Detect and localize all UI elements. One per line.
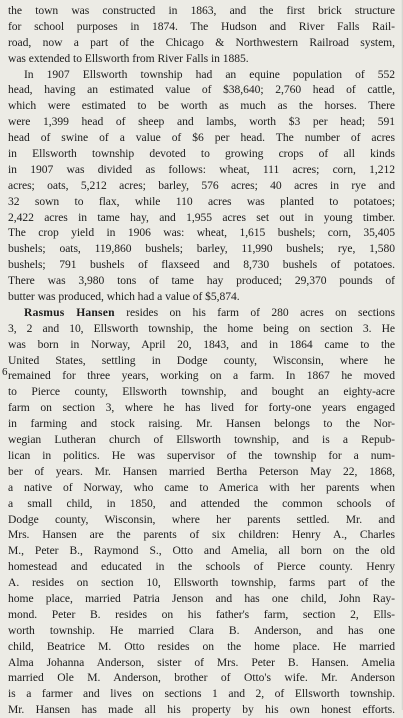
text-line: in Ellsworth township devoted to growing crops of all kinds [8, 147, 395, 161]
text-line: married Ole M. Anderson, brother of Otto's wife. Mr. Anderson [8, 671, 395, 685]
text-line: in farming and stock raising. Mr. Hansen belongs to the Nor- [8, 417, 395, 431]
text-line: a small child, in 1850, and attended the common schools of [8, 496, 395, 510]
text-line: acres; oats, 5,212 acres; barley, 576 acres; 40 acres in rye and [8, 178, 395, 192]
text-line: butter was produced, which had a value of $5,874. [8, 290, 240, 304]
text-line: mond. Peter B. resides on his father's farm, section 2, Ells- [8, 607, 395, 621]
text-line: A. resides on section 10, Ellsworth township, farms part of the [8, 576, 395, 590]
text-line: road, now a part of the Chicago & Northwestern Railroad system, [8, 35, 395, 49]
paragraph-rasmus-hansen-biography [2, 305, 395, 718]
text-line: child, Beatrice M. Otto resides on the home place. He married [8, 639, 395, 653]
text-line: head of swine of a value of $6 per head. The number of acres [8, 131, 395, 145]
text-line: a native of Norway, who came to America with her parents when [8, 480, 395, 494]
text-line: In 1907 Ellsworth township had an equine population of 552 [24, 67, 395, 81]
text-line: United States, settling in Dodge county, Wisconsin, where he [8, 353, 395, 367]
text-line: ber of years. Mr. Hansen married Bertha Peterson May 22, 1868, [8, 464, 395, 478]
text-line: Dodge county, Wisconsin, where her parents settled. Mr. and [8, 512, 395, 526]
text-line: to Pierce county, Ellsworth township, and bought an eighty-acre [8, 385, 395, 399]
margin-mark: 6 [2, 366, 8, 378]
text-line: head, having an estimated value of $38,640; 2,760 head of cattle, [8, 83, 395, 97]
text-line: in 1907 was divided as follows: wheat, 111 acres; corn, 1,212 [8, 162, 395, 176]
text-line: Mrs. Hansen are the parents of six children: Henry A., Charles [8, 528, 395, 542]
text-line: worth township. He married Clara B. Anderson, and has one [8, 623, 395, 637]
text-line: 2,422 acres in tame hay, and 1,955 acres set out in young timber. [8, 210, 395, 224]
text-line: 32 sown to flax, while 110 acres was planted to potatoes; [8, 194, 395, 208]
text-line: farm on section 3, where he has lived for forty-one years engaged [8, 401, 395, 415]
text-line: remained for three years, working on a farm. In 1867 he moved [8, 369, 395, 383]
text-line: wegian Lutheran church of Ellsworth township, and is a Repub- [8, 433, 395, 447]
text-line: home place, married Patria Jenson and has one child, John Ray- [8, 591, 395, 605]
person-name: Rasmus Hansen [24, 305, 115, 319]
text-line: bushels; oats, 119,860 bushels; barley, 11,990 bushels; rye, 1,580 [8, 242, 395, 256]
text-line: 3, 2 and 10, Ellsworth township, the home being on section 3. He [8, 321, 395, 335]
text-line: M., Peter B., Raymond S., Otto and Amelia, all born on the old [8, 544, 395, 558]
text-line: homestead and educated in the schools of Pierce county. Henry [8, 560, 395, 574]
text-line [8, 305, 395, 321]
text-line: were 1,399 head of sheep and lambs, worth $3 per head; 591 [8, 115, 395, 129]
text-line: was extended to Ellsworth from River Falls in 1885. [8, 51, 249, 65]
text-line: is a farmer and lives on sections 1 and 2, of Ellsworth township. [8, 687, 395, 701]
text-line: was born in Norway, April 20, 1843, and in 1864 came to the [8, 337, 395, 351]
text-line: which were estimated to be worth as much as the horses. There [8, 99, 395, 113]
text-line: There was 3,980 tons of tame hay produced; 29,370 pounds of [8, 274, 395, 288]
text-line: The crop yield in 1906 was: wheat, 1,615 bushels; corn, 35,405 [8, 226, 395, 240]
text-line: bushels; 791 bushels of flaxseed and 8,730 bushels of potatoes. [8, 258, 395, 272]
text-line-rest: resides on his farm of 280 acres on sections [114, 305, 395, 319]
paragraph-railroad-history [8, 3, 395, 67]
paragraph-township-agriculture [8, 67, 395, 305]
text-line: the town was constructed in 1863, and the first brick structure [8, 4, 395, 17]
text-line: Alma Johanna Anderson, sister of Mrs. Peter B. Hansen. Amelia [8, 655, 395, 669]
text-line: lican in politics. He was supervisor of the township for a num- [8, 448, 395, 462]
text-line: Mr. Hansen has made all his property by his own honest efforts. [8, 703, 395, 717]
text-line: for school purposes in 1874. The Hudson and River Falls Rail- [8, 19, 395, 33]
